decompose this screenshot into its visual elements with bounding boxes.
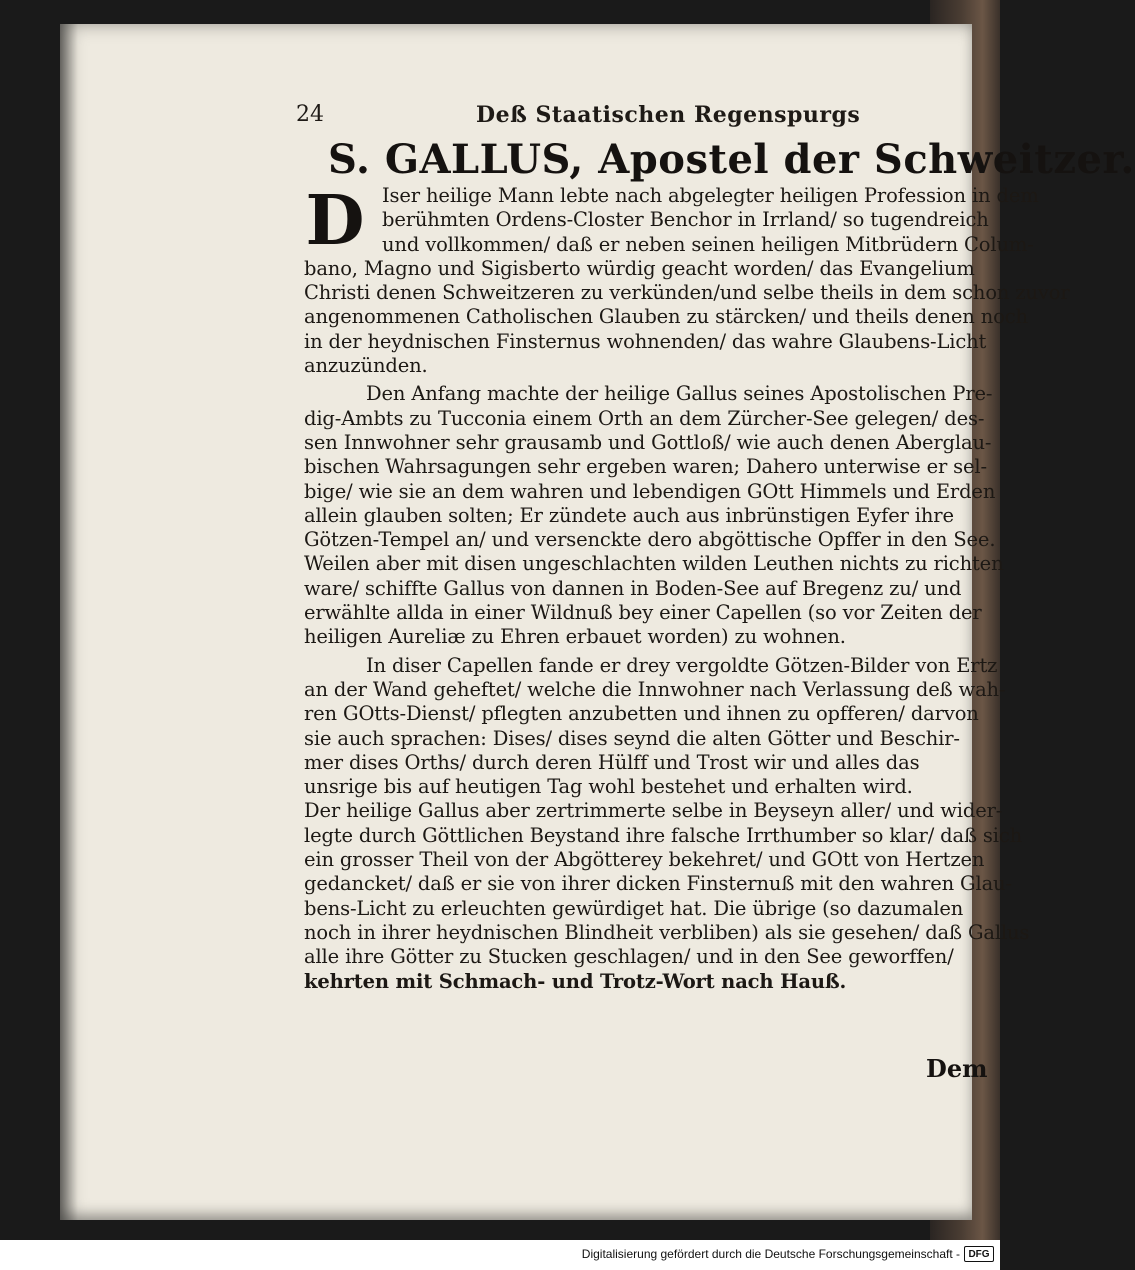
digitization-footer bbox=[0, 1240, 1000, 1270]
text-line: legte durch Göttlichen Beystand ihre falsche Irrthumber so klar/ daß sich bbox=[304, 823, 1023, 847]
text-line: sie auch sprachen: Dises/ dises seynd die alten Götter und Beschir- bbox=[304, 726, 960, 750]
book-page bbox=[60, 24, 1135, 1220]
text-line: In diser Capellen fande er drey vergoldte Götzen-Bilder von Ertz bbox=[366, 653, 998, 677]
text-line: alle ihre Götter zu Stucken geschlagen/ und in den See geworffen/ bbox=[304, 945, 954, 969]
text-line: in der heydnischen Finsternus wohnenden/ das wahre Glaubens-Licht bbox=[304, 329, 987, 353]
body-text bbox=[304, 181, 1070, 994]
text-line: dig-Ambts zu Tucconia einem Orth an dem Zürcher-See gelegen/ des- bbox=[304, 406, 985, 430]
text-line: Den Anfang machte der heilige Gallus seines Apostolischen Pre- bbox=[366, 382, 993, 406]
text-line: Iser heilige Mann lebte nach abgelegter heiligen Profession in dem bbox=[382, 184, 1039, 207]
text-line: allein glauben solten; Er zündete auch aus inbrünstigen Eyfer ihre bbox=[304, 503, 954, 527]
text-line: ware/ schiffte Gallus von dannen in Boden-See auf Bregenz zu/ und bbox=[304, 576, 962, 600]
text-line: bano, Magno und Sigisberto würdig geacht worden/ das Evangelium bbox=[304, 256, 975, 280]
text-line: sen Innwohner sehr grausamb und Gottloß/ wie auch denen Aberglau- bbox=[304, 430, 992, 454]
text-line: ren GOtts-Dienst/ pflegten anzubetten und ihnen zu opfferen/ darvon bbox=[304, 702, 979, 726]
text-line: an der Wand geheftet/ welche die Innwohner nach Verlassung deß wah- bbox=[304, 677, 1006, 701]
text-line: mer dises Orths/ durch deren Hülff und Trost wir und alles das bbox=[304, 750, 920, 774]
chapter-title: S. GALLUS, Apostel der Schweitzer. bbox=[328, 136, 1135, 183]
page-number: 24 bbox=[296, 102, 324, 127]
text-line: unsrige bis auf heutigen Tag wohl bestehet und erhalten wird. bbox=[304, 775, 913, 799]
text-line: heiligen Aureliæ zu Ehren erbauet worden) zu wohnen. bbox=[304, 625, 846, 649]
paragraph-1 bbox=[304, 181, 1070, 378]
text-line: Der heilige Gallus aber zertrimmerte selbe in Beyseyn aller/ und wider- bbox=[304, 799, 1003, 823]
paragraph-2 bbox=[304, 382, 1004, 649]
text-line: bens-Licht zu erleuchten gewürdiget hat. Die übrige (so dazumalen bbox=[304, 896, 964, 920]
text-line: Christi denen Schweitzeren zu verkünden/und selbe theils in dem schon zuvor bbox=[304, 281, 1070, 305]
text-line: und vollkommen/ daß er neben seinen heiligen Mitbrüdern Colum- bbox=[382, 232, 1034, 256]
text-line: noch in ihrer heydnischen Blindheit verbliben) als sie gesehen/ daß Gallus bbox=[304, 920, 1030, 944]
text-line: bischen Wahrsagungen sehr ergeben waren; Dahero unterwise er sel- bbox=[304, 455, 987, 479]
text-line: bige/ wie sie an dem wahren und lebendigen GOtt Himmels und Erden bbox=[304, 479, 996, 503]
text-line: Götzen-Tempel an/ und versenckte dero abgöttische Opffer in den See. bbox=[304, 528, 996, 552]
text-line: erwählte allda in einer Wildnuß bey einer Capellen (so vor Zeiten der bbox=[304, 601, 982, 625]
catchword: Dem bbox=[926, 1054, 988, 1083]
text-line: kehrten mit Schmach- und Trotz-Wort nach Hauß. bbox=[304, 969, 847, 993]
paragraph-3 bbox=[304, 653, 1030, 994]
text-line: Weilen aber mit disen ungeschlachten wilden Leuthen nichts zu richten bbox=[304, 552, 1004, 576]
text-line: ein grosser Theil von der Abgötterey bekehret/ und GOtt von Hertzen bbox=[304, 848, 985, 872]
running-head bbox=[296, 102, 976, 132]
funding-notice: Digitalisierung gefördert durch die Deutsche Forschungsgemeinschaft - bbox=[581, 1247, 960, 1261]
running-title: Deß Staatischen Regenspurgs bbox=[476, 102, 861, 128]
text-line: gedancket/ daß er sie von ihrer dicken Finsternuß mit den wahren Glau- bbox=[304, 872, 1012, 896]
text-line: angenommenen Catholischen Glauben zu stärcken/ und theils denen noch bbox=[304, 305, 1028, 329]
text-line: berühmten Ordens-Closter Benchor in Irrland/ so tugendreich bbox=[382, 208, 989, 232]
text-line: anzuzünden. bbox=[304, 354, 428, 378]
drop-cap-initial: D bbox=[305, 181, 365, 261]
dfg-logo: DFG bbox=[964, 1246, 994, 1262]
